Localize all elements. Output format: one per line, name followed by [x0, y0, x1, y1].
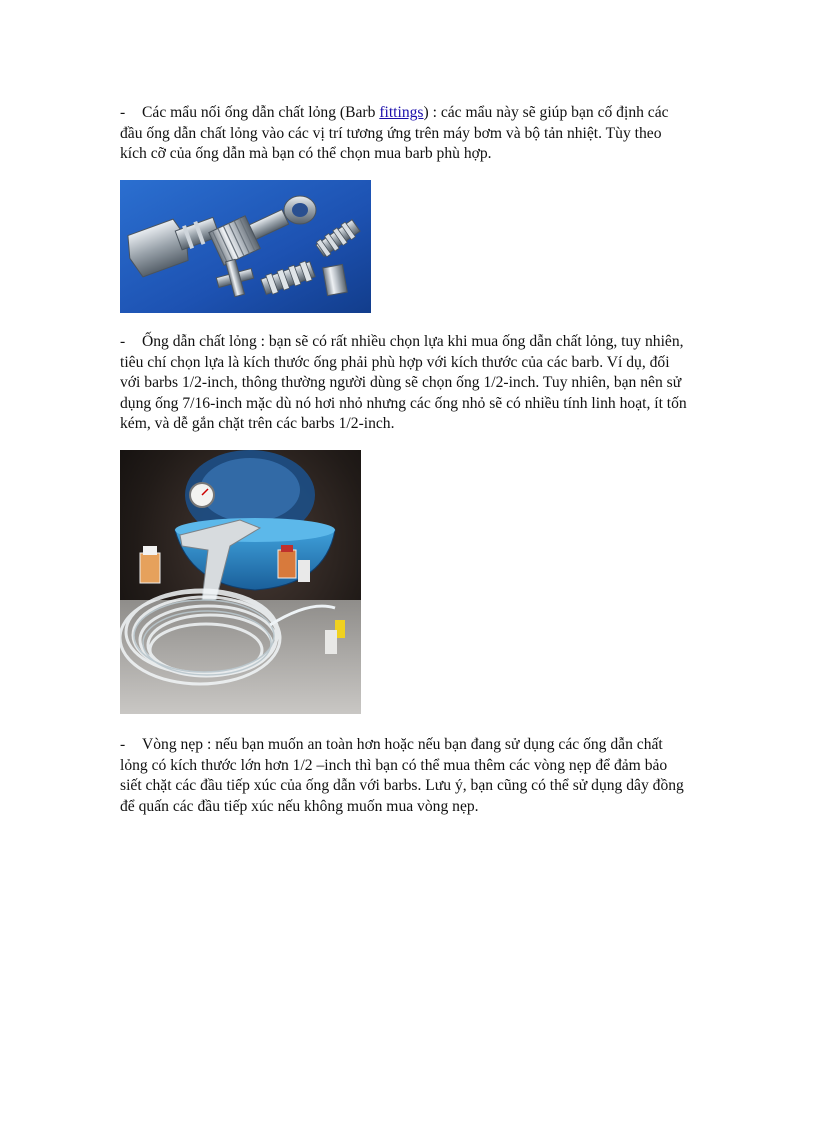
list-dash: -: [120, 736, 126, 753]
paragraph-clamps: [120, 735, 690, 817]
paragraph-text: ) : các mẩu này sẽ giúp bạn cố định các đầu ống dẫn chất lỏng vào các vị trí tương ứng trên máy bơm và bộ tản nhiệt. Tùy theo kích cỡ của ống dẫn mà bạn có thể chọn mua barb phù hợp.: [120, 104, 669, 162]
tubing-image: [120, 450, 361, 714]
list-dash: -: [120, 104, 126, 121]
paragraph-barb-fittings: [120, 103, 690, 165]
paragraph-text: Các mẩu nối ống dẫn chất lỏng (Barb: [142, 104, 380, 121]
paragraph-tubing: [120, 332, 690, 435]
fittings-link[interactable]: fittings: [379, 104, 424, 121]
barb-fittings-image: [120, 180, 371, 313]
paragraph-text: Vòng nẹp : nếu bạn muốn an toàn hơn hoặc nếu bạn đang sử dụng các ống dẫn chất lỏng có kích thước lớn hơn 1/2 –inch thì bạn có thể mua thêm các vòng nẹp để đảm bảo siết chặt các đầu tiếp xúc của ống dẫn với barbs. Lưu ý, bạn cũng có thể sử dụng dây đồng để quấn các đầu tiếp xúc nếu không muốn mua vòng nẹp.: [120, 736, 684, 815]
list-dash: -: [120, 333, 126, 350]
paragraph-text: Ống dẫn chất lỏng : bạn sẽ có rất nhiều chọn lựa khi mua ống dẫn chất lỏng, tuy nhiên, tiêu chí chọn lựa là kích thước ống phải phù hợp với kích thước của các barb. Ví dụ, đối với barbs 1/2-inch, thông thường người dùng sẽ chọn ống 1/2-inch. Tuy nhiên, bạn nên sử dụng ống 7/16-inch mặc dù nó hơi nhỏ nhưng các ống nhỏ sẽ có nhiều tính linh hoạt, ít tốn kém, và dễ gắn chặt trên các barbs 1/2-inch.: [120, 333, 687, 432]
